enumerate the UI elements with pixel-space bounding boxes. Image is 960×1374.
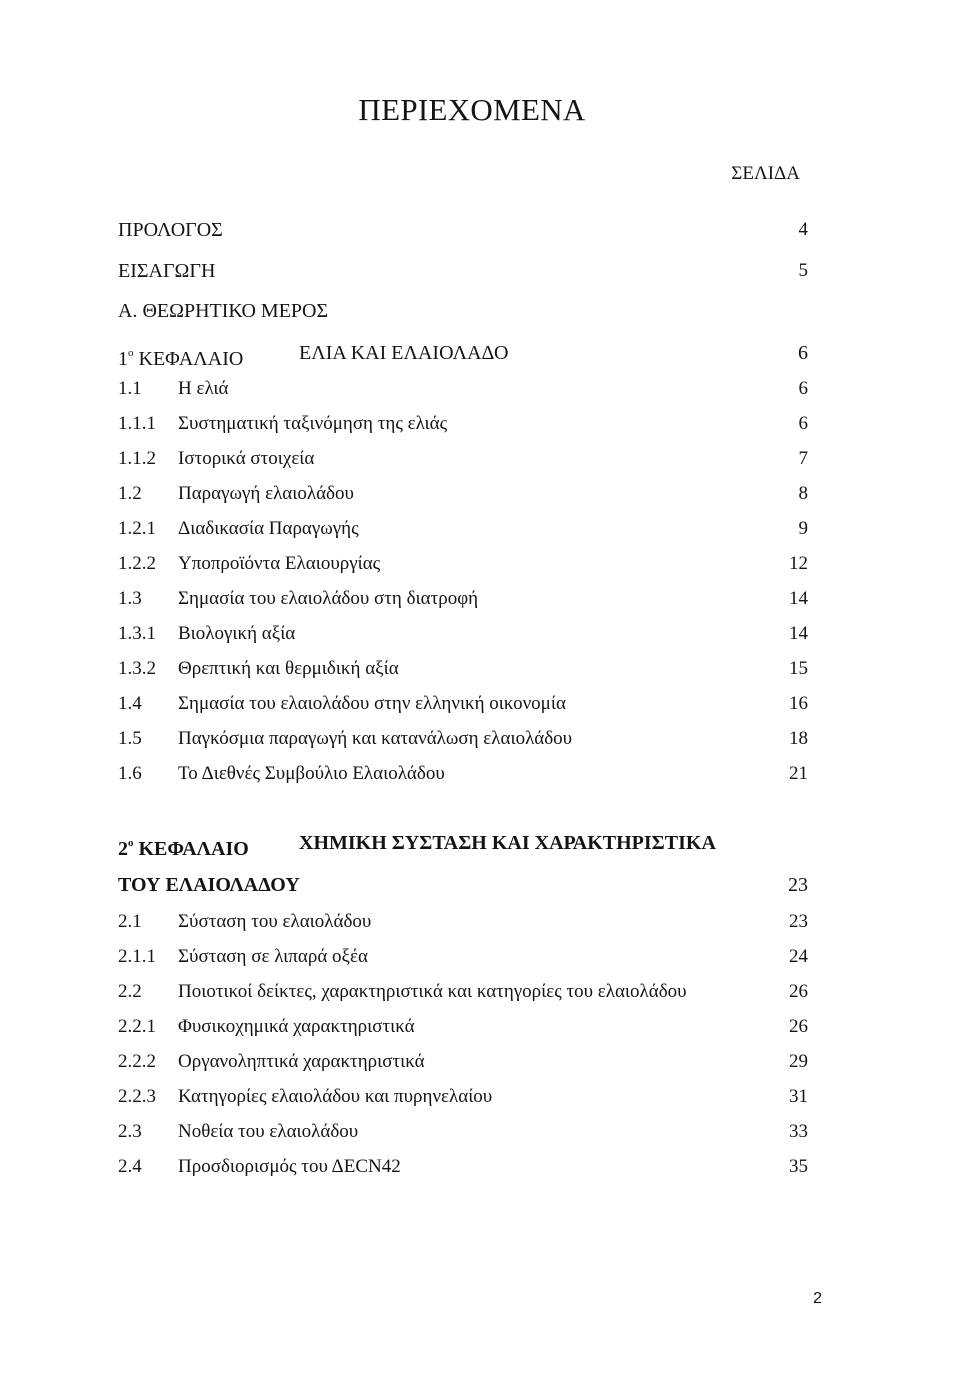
toc-entry-page: 26 [789,1016,808,1037]
toc-entry-page: 7 [798,448,808,469]
toc-entry-number: 1.1.1 [118,413,156,434]
page-number: 2 [813,1290,822,1307]
toc-entry-number: 2.2.3 [118,1086,156,1107]
toc-entry-text: Παραγωγή ελαιολάδου [178,483,354,504]
toc-entry-number: 2.1 [118,911,142,932]
toc-entry[interactable] [118,516,808,542]
toc-entry-number: 2.1.1 [118,946,156,967]
toc-entry-number: 1.1.2 [118,448,156,469]
chapter-page: 23 [788,874,808,896]
toc-entry[interactable] [118,446,808,472]
toc-entry-page: 6 [798,413,808,434]
toc-entry[interactable] [118,1154,808,1180]
toc-entry[interactable] [118,1049,808,1075]
toc-entry-text: Προσδιορισμός του ΔECN42 [178,1156,401,1177]
toc-entry[interactable] [118,376,808,402]
toc-entry-page: 14 [789,623,808,644]
toc-entry[interactable] [118,1014,808,1040]
toc-entry[interactable] [118,1084,808,1110]
toc-entry-page: 16 [789,693,808,714]
toc-entry-prologue[interactable] [118,217,808,243]
toc-entry-page: 12 [789,553,808,574]
toc-entry-page: 23 [789,911,808,932]
toc-chapter-2-continued[interactable] [118,872,808,898]
toc-entry-page: 5 [798,260,808,281]
chapter-page: 6 [798,342,808,364]
toc-entry[interactable] [118,656,808,682]
toc-entry[interactable] [118,1119,808,1145]
page-column-header: ΣΕΛΙΔΑ [731,163,800,184]
page-title: ΠΕΡΙΕΧΟΜΕΝΑ [358,92,586,127]
toc-part-a-heading [118,298,808,324]
toc-entry-number: 2.4 [118,1156,142,1177]
toc-entry-text: Οργανοληπτικά χαρακτηριστικά [178,1051,425,1072]
toc-entry-text: Η ελιά [178,378,229,399]
toc-entry-text: Ποιοτικοί δείκτες, χαρακτηριστικά και κατηγορίες του ελαιολάδου [178,981,687,1002]
toc-entry[interactable] [118,691,808,717]
toc-entry-text: Υποπροϊόντα Ελαιουργίας [178,553,381,574]
toc-entry-number: 1.2.1 [118,518,156,539]
toc-entry[interactable] [118,621,808,647]
toc-entry-number: 2.2 [118,981,142,1002]
toc-entry-number: 2.2.1 [118,1016,156,1037]
toc-entry-page: 33 [789,1121,808,1142]
toc-entry-number: 1.1 [118,378,142,399]
toc-entry[interactable] [118,726,808,752]
toc-entry-number: 2.3 [118,1121,142,1142]
toc-entry-page: 8 [798,483,808,504]
toc-entry-text: Σημασία του ελαιολάδου στην ελληνική οικονομία [178,693,566,714]
toc-entry-number: 1.3.1 [118,623,156,644]
toc-chapter-1[interactable] [118,340,808,370]
toc-entry-text: ΕΙΣΑΓΩΓΗ [118,260,216,282]
toc-entry-page: 21 [789,763,808,784]
toc-entry-number: 1.5 [118,728,142,749]
toc-entry-text: Κατηγορίες ελαιολάδου και πυρηνελαίου [178,1086,493,1107]
toc-part-text: Α. ΘΕΩΡΗΤΙΚΟ ΜΕΡΟΣ [118,300,329,322]
chapter-title-line-2: ΤΟΥ ΕΛΑΙΟΛΑΔΟΥ [118,874,300,896]
toc-entry-text: Παγκόσμια παραγωγή και κατανάλωση ελαιολάδου [178,728,573,749]
toc-entry-page: 35 [789,1156,808,1177]
toc-entry-number: 1.2.2 [118,553,156,574]
toc-entry-text: Θρεπτική και θερμιδική αξία [178,658,399,679]
toc-entry[interactable] [118,761,808,787]
toc-entry-text: Βιολογική αξία [178,623,296,644]
toc-entry-number: 1.4 [118,693,142,714]
toc-entry-page: 6 [798,378,808,399]
toc-entry-introduction[interactable] [118,258,808,284]
chapter-label: $1^o$ ΚΕΦΑΛΑΙΟ [118,347,244,370]
toc-entry-text: Φυσικοχημικά χαρακτηριστικά [178,1016,415,1037]
toc-entry-page: 9 [798,518,808,539]
toc-entry-page: 4 [798,219,808,240]
toc-entry-page: 15 [789,658,808,679]
toc-entry-number: 2.2.2 [118,1051,156,1072]
toc-entry-text: Σύσταση σε λιπαρά οξέα [178,946,368,967]
toc-chapter-2[interactable] [118,830,808,860]
toc-entry-text: Το Διεθνές Συμβούλιο Ελαιολάδου [178,763,445,784]
toc-entry-text: Νοθεία του ελαιολάδου [178,1121,359,1142]
toc-entry-text: Διαδικασία Παραγωγής [178,518,359,539]
toc-entry[interactable] [118,979,808,1005]
chapter-title-line-1: ΧΗΜΙΚΗ ΣΥΣΤΑΣΗ ΚΑΙ ΧΑΡΑΚΤΗΡΙΣΤΙΚΑ [299,832,716,854]
toc-entry[interactable] [118,481,808,507]
toc-entry[interactable] [118,944,808,970]
chapter-label: $2^o$ ΚΕΦΑΛΑΙΟ [118,837,249,860]
toc-entry-text: Συστηματική ταξινόμηση της ελιάς [178,413,448,434]
toc-entry-page: 29 [789,1051,808,1072]
toc-entry-text: Σύσταση του ελαιολάδου [178,911,372,932]
toc-entry-number: 1.6 [118,763,142,784]
toc-entry[interactable] [118,411,808,437]
toc-entry[interactable] [118,551,808,577]
toc-entry-text: ΠΡΟΛΟΓΟΣ [118,219,223,241]
toc-entry-number: 1.3.2 [118,658,156,679]
toc-entry-page: 31 [789,1086,808,1107]
toc-entry-text: Σημασία του ελαιολάδου στη διατροφή [178,588,479,609]
toc-entry-number: 1.3 [118,588,142,609]
chapter-title: ΕΛΙΑ ΚΑΙ ΕΛΑΙΟΛΑΔΟ [299,342,509,364]
toc-entry-page: 14 [789,588,808,609]
toc-entry-text: Ιστορικά στοιχεία [178,448,315,469]
toc-entry[interactable] [118,586,808,612]
toc-entry-number: 1.2 [118,483,142,504]
toc-entry-page: 24 [789,946,808,967]
toc-entry-page: 18 [789,728,808,749]
toc-entry-page: 26 [789,981,808,1002]
toc-entry[interactable] [118,909,808,935]
